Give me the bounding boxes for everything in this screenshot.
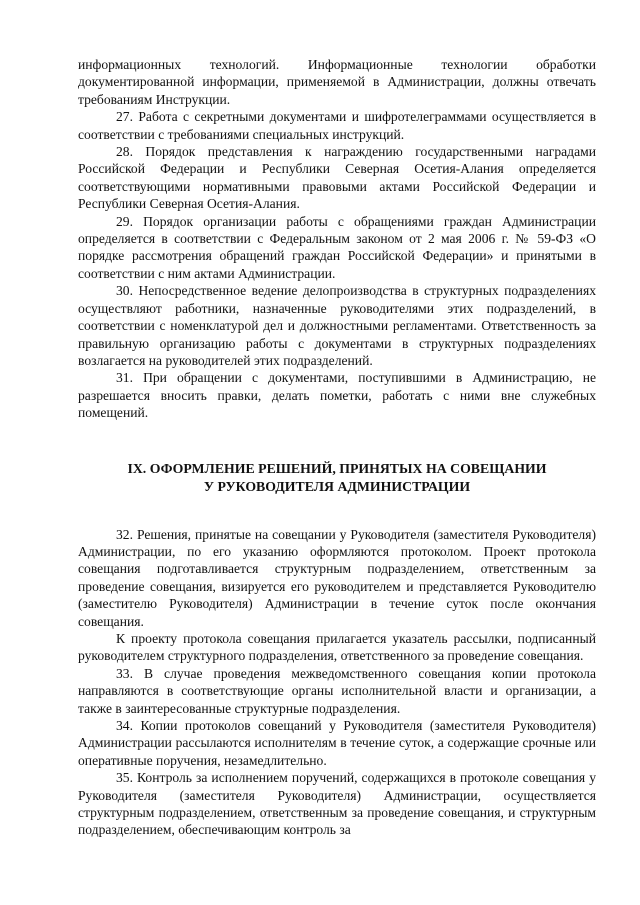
- paragraph: 33. В случае проведения межведомственного совещания копии протокола направляются в соответствующие органы исполнительной власти и организации, а также в заинтересованные структурные подразделения.: [78, 665, 596, 716]
- paragraphs-bottom: [78, 526, 596, 839]
- document-page: [78, 56, 596, 839]
- paragraph: 29. Порядок организации работы с обращениями граждан Администрации определяется в соответствии с Федеральным законом от 2 мая 2006 г. № 59-ФЗ «О порядке рассмотрения обращений граждан Российской Федерации» и принятыми в соответствии с ним актами Администрации.: [78, 213, 596, 281]
- paragraph: 27. Работа с секретными документами и шифротелеграммами осуществляется в соответствии с требованиями специальных инструкций.: [78, 109, 596, 142]
- paragraphs-top: [78, 56, 596, 422]
- paragraph: К проекту протокола совещания прилагается указатель рассылки, подписанный руководителем структурного подразделения, ответственного за проведение совещания.: [78, 630, 596, 664]
- paragraph: информационных технологий. Информационные технологии обработки документированной информации, применяемой в Администрации, должны отвечать требованиям Инструкции.: [78, 57, 596, 107]
- paragraph: 32. Решения, принятые на совещании у Руководителя (заместителя Руководителя) Администрации, по его указанию оформляются протоколом. Проект протокола совещания подготавливается структурным подразделением, ответственным за проведение совещания, визируется его руководителем и представляется Руководителю (заместителю Руководителя) Администрации в течение суток после окончания совещания.: [78, 526, 596, 629]
- paragraph: 28. Порядок представления к награждению государственными наградами Российской Федерации и Республики Северная Осетия-Алания определяется соответствующими нормативными правовыми актами Российской Федерации и Республики Северная Осетия-Алания.: [78, 144, 596, 212]
- paragraph: 34. Копии протоколов совещаний у Руководителя (заместителя Руководителя) Администрации рассылаются исполнителям в течение суток, а содержащие срочные или оперативные поручения, незамедлительно.: [78, 718, 596, 768]
- section-heading: [78, 460, 596, 496]
- section-heading-line-1: IX. ОФОРМЛЕНИЕ РЕШЕНИЙ, ПРИНЯТЫХ НА СОВЕЩАНИИ: [127, 460, 547, 476]
- section-heading-line-2: У РУКОВОДИТЕЛЯ АДМИНИСТРАЦИИ: [203, 478, 471, 494]
- paragraph: 35. Контроль за исполнением поручений, содержащихся в протоколе совещания у Руководителя (заместителя Руководителя) Администрации, осуществляется структурным подразделением, ответственным за проведение совещания, и структурным подразделением, обеспечивающим контроль за: [78, 770, 596, 838]
- paragraph: 31. При обращении с документами, поступившими в Администрацию, не разрешается вносить правки, делать пометки, работать с ними вне служебных помещений.: [78, 370, 596, 421]
- paragraph: 30. Непосредственное ведение делопроизводства в структурных подразделениях осуществляют работники, назначенные руководителями этих подразделений, в соответствии с номенклатурой дел и должностными регламентами. Ответственность за правильную организацию работы с документами в структурных подразделениях возлагается на руководителей этих подразделений.: [78, 283, 596, 368]
